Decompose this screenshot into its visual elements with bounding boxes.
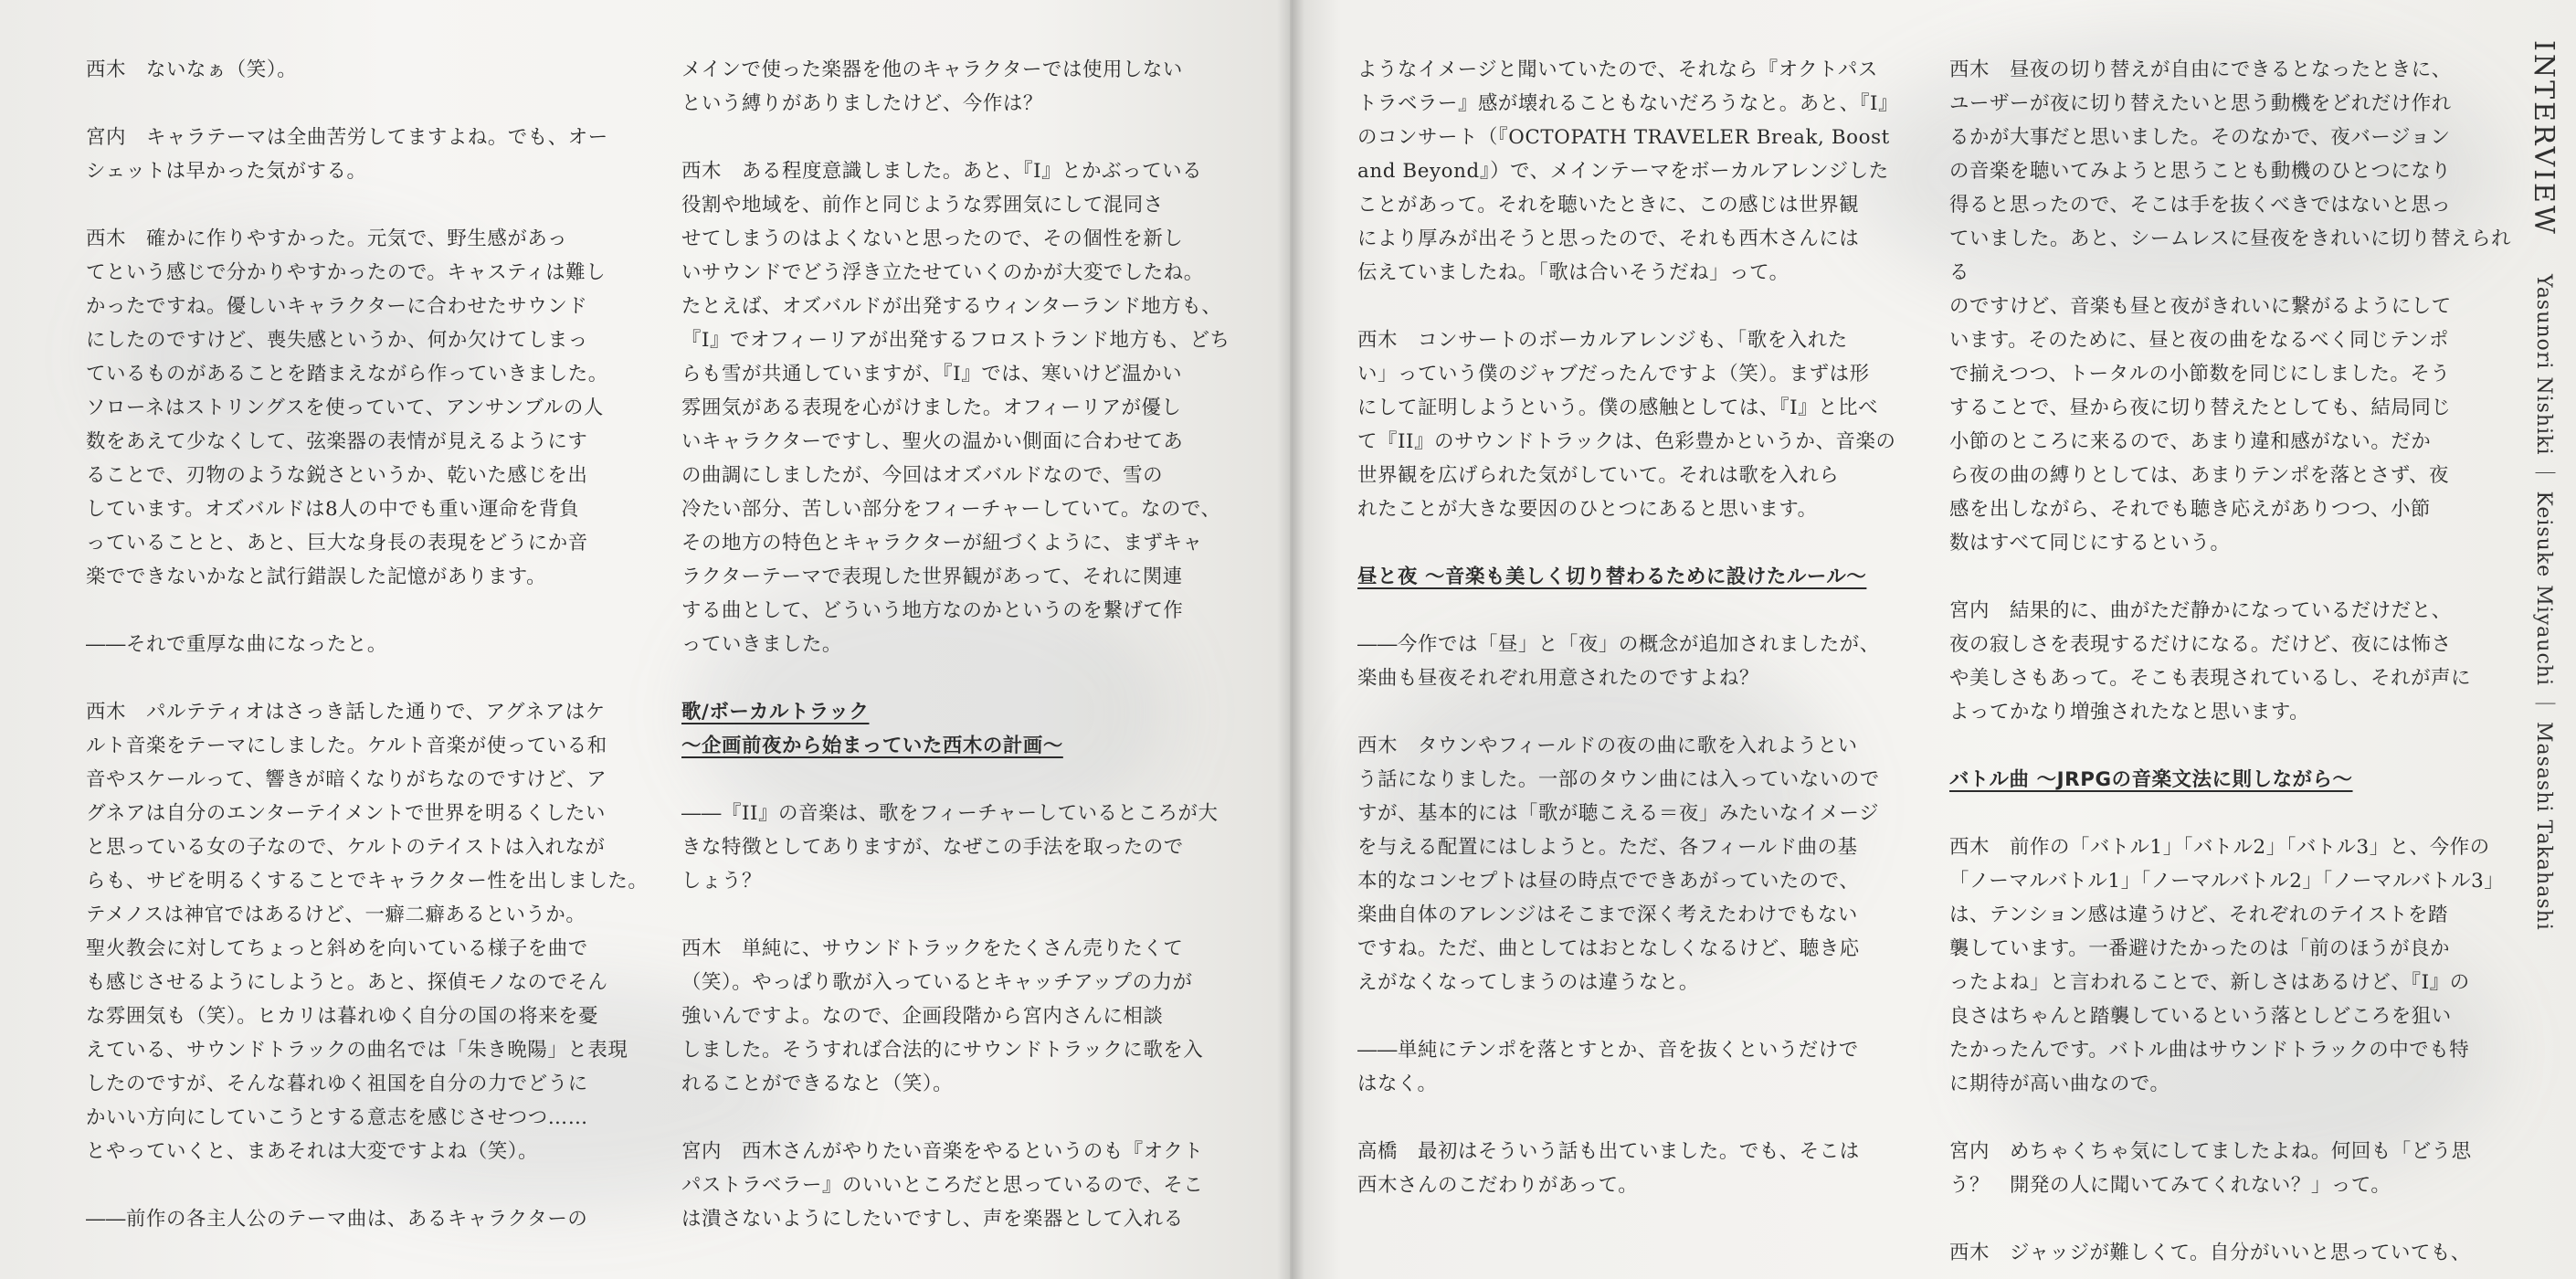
paragraph: 宮内 結果的に、曲がただ静かになっているだけだと、 夜の寂しさを表現するだけになる。だけど、夜には怖さ や美しさもあって。そこも表現されているし、それが声に よってかなり増強されたなと思います。 (1949, 599, 2472, 724)
interview-sidebar (2518, 40, 2560, 1246)
paragraph: 西木 ジャッジが難しくて。自分がいいと思っていても、 (1949, 1242, 2471, 1264)
paragraph: 西木 昼夜の切り替えが自由にできるとなったときに、 ユーザーが夜に切り替えたいと思う動機をどれだけ作れ るかが大事だと思いました。そのなかで、夜バージョン の音楽を聴いてみようと思うことも動機のひとつになり 得ると思ったので、そこは手を抜くべきではないと思っ ていました。あと、シームレスに昼夜をきれいに切り替えられる のですけど、音楽も昼と夜がきれいに繋がるようにして います。そのために、昼と夜の曲をなるべく同じテンポ で揃えつつ、トータルの小節数を同じにしました。そう することで、昼から夜に切り替えたとしても、結局同じ 小節のところに来るので、あまり違和感がない。だか ら夜の曲の縛りとしては、あまりテンポを落とさず、夜 感を出しながら、それでも聴き応えがありつつ、小節 数はすべて同じにするという。 (1949, 58, 2512, 555)
section-heading: 歌/ボーカルトラック ～企画前夜から始まっていた西木の計画～ (681, 701, 1063, 757)
paragraph: ――『II』の音楽は、歌をフィーチャーしているところが大 きな特徴としてありますが、なぜこの手法を取ったので しょう？ (681, 802, 1219, 893)
paragraph: 宮内 キャラテーマは全曲苦労してますよね。でも、オー シェットは早かった気がする。 (86, 126, 608, 183)
paragraph: 西木 パルテティオはさっき話した通りで、アグネアはケ ルト音楽をテーマにしました。ケルト音楽が使っている和 音やスケールって、響きが暗くなりがちなのですけど、ア グネアは自分のエンターテイメントで世界を明るくしたい と思っている女の子なので、ケルトのテイストは入れなが らも、サビを明るくすることでキャラクター性を出しました。 テメノスは神官ではあるけど、一癖二癖あるというか。 聖火教会に対してちょっと斜めを向いている様子を曲で も感じさせるようにしようと。あと、探偵モノなのでそん な雰囲気も（笑）。ヒカリは暮れゆく自分の国の将来を憂 えている、サウンドトラックの曲名では「朱き晩陽」と表現 したのですが、そんな暮れゆく祖国を自分の力でどうに かいい方向にしていこうとする意志を感じさせつつ…… とやっていくと、まあそれは大変ですよね（笑）。 (86, 701, 649, 1163)
text-column-1 (86, 53, 652, 1236)
binding-gutter (1277, 0, 1304, 1279)
paragraph: ――今作では「昼」と「夜」の概念が追加されましたが、 楽曲も昼夜それぞれ用意されたのですよね？ (1357, 633, 1880, 690)
paragraph: 西木 ある程度意識しました。あと、『I』とかぶっている 役割や地域を、前作と同じような雰囲気にして混同さ せてしまうのはよくないと思ったので、その個性を新し いサウンドでどう浮き立たせていくのかが大変でしたね。 たとえば、オズバルドが出発するウィンターランド地方も、 『I』でオフィーリアが出発するフロストランド地方も、どち らも雪が共通していますが、『I』では、寒いけど温かい 雰囲気がある表現を心がけました。オフィーリアが優し いキャラクターですし、聖火の温かい側面に合わせてあ の曲調にしましたが、今回はオズバルドなので、雪の 冷たい部分、苦しい部分をフィーチャーしていて。なので、 その地方の特色とキャラクターが紐づくように、まずキャ ラクターテーマで表現した世界観があって、それに関連 する曲として、どういう地方なのかというのを繋げて作 っていきました。 (681, 160, 1230, 656)
paragraph: 西木 前作の「バトル1」「バトル2」「バトル3」と、今作の 「ノーマルバトル1」「ノーマルバトル2」「ノーマルバトル3」 は、テンション感は違うけど、それぞれのテイストを踏 襲しています。一番避けたかったのは「前のほうが良か ったよね」と言われることで、新しさはあるけど、『I』の 良さはちゃんと踏襲しているという落としどころを狙い たかったんです。バトル曲はサウンドトラックの中でも特 に期待が高い曲なので。 (1949, 836, 2505, 1095)
paragraph: 高橋 最初はそういう話も出ていました。でも、そこは 西木さんのこだわりがあって。 (1357, 1140, 1860, 1197)
paragraph: 西木 タウンやフィールドの夜の曲に歌を入れようとい う話になりました。一部のタウン曲には入っていないので すが、基本的には「歌が聴こえる＝夜」みたいなイメージ を与える配置にはしようと。ただ、各フィールド曲の基 本的なコンセプトは昼の時点でできあがっていたので、 楽曲自体のアレンジはそこまで深く考えたわけでもない ですね。ただ、曲としてはおとなしくなるけど、聴き応 えがなくなってしまうのは違うなと。 (1357, 735, 1880, 994)
text-column-2 (681, 53, 1248, 1236)
section-label: INTERVIEW (2528, 40, 2560, 237)
paragraph: メインで使った楽器を他のキャラクターでは使用しない という縛りがありましたけど、今作は？ (681, 58, 1183, 115)
paragraph: 西木 ないなぁ（笑）。 (86, 58, 298, 81)
paragraph: 西木 確かに作りやすかった。元気で、野生感があっ てという感じで分かりやすかったので。キャスティは難し かったですね。優しいキャラクターに合わせたサウンド にしたのですけど、喪失感というか、何か欠けてしまっ ているものがあることを踏まえながら作っていきました。 ソローネはストリングスを使っていて、アンサンブルの人 数をあえて少なくして、弦楽器の表情が見えるようにす ることで、刃物のような鋭さというか、乾いた感じを出 しています。オズバルドは8人の中でも重い運命を背負 っていることと、あと、巨大な身長の表現をどうにか音 楽でできないかなと試行錯誤した記憶があります。 (86, 227, 608, 588)
interviewee-names: Yasunori Nishiki ｜ Keisuke Miyauchi ｜ Masashi Takahashi (2532, 273, 2555, 931)
text-column-3 (1357, 53, 1924, 1202)
paragraph: 西木 コンサートのボーカルアレンジも、「歌を入れた い」っていう僕のジャブだったんですよ（笑）。まずは形 にして証明しようという。僕の感触としては、『I』と比べ て『II』のサウンドトラックは、色彩豊かというか、音楽の 世界観を広げられた気がしていて。それは歌を入れら れたことが大きな要因のひとつにあると思います。 (1357, 329, 1896, 521)
paragraph: 西木 単純に、サウンドトラックをたくさん売りたくて （笑）。やっぱり歌が入っているとキャッチアップの力が 強いんですよ。なので、企画段階から宮内さんに相談 しました。そうすれば合法的にサウンドトラックに歌を入 れることができるなと（笑）。 (681, 937, 1204, 1095)
section-heading: バトル曲 ～JRPGの音楽文法に則しながら～ (1949, 768, 2353, 791)
paragraph: 宮内 めちゃくちゃ気にしてましたよね。何回も「どう思 う？ 開発の人に聞いてみてくれない？」って。 (1949, 1140, 2472, 1197)
paragraph: ようなイメージと聞いていたので、それなら『オクトパス トラベラー』感が壊れることもないだろうなと。あと、『I』 のコンサート（『OCTOPATH TRAVELER Break, Boost and Beyond』）で、メインテーマをボーカルアレンジした ことがあって。それを聴いたときに、この感じは世界観 により厚みが出そうと思ったので、それも西木さんには 伝えていましたね。「歌は合いそうだね」って。 (1357, 58, 1899, 284)
paragraph: ――前作の各主人公のテーマ曲は、あるキャラクターの (86, 1208, 588, 1231)
paragraph: ――それで重厚な曲になったと。 (86, 633, 387, 656)
paragraph: 宮内 西木さんがやりたい音楽をやるというのも『オクト パストラベラー』のいいところだと思っているので、そこ は潰さないようにしたいですし、声を楽器として入れる (681, 1140, 1204, 1231)
paragraph: ――単純にテンポを落とすとか、音を抜くというだけで はなく。 (1357, 1039, 1859, 1095)
section-heading: 昼と夜 ～音楽も美しく切り替わるために設けたルール～ (1357, 566, 1867, 588)
text-column-4 (1949, 53, 2516, 1270)
